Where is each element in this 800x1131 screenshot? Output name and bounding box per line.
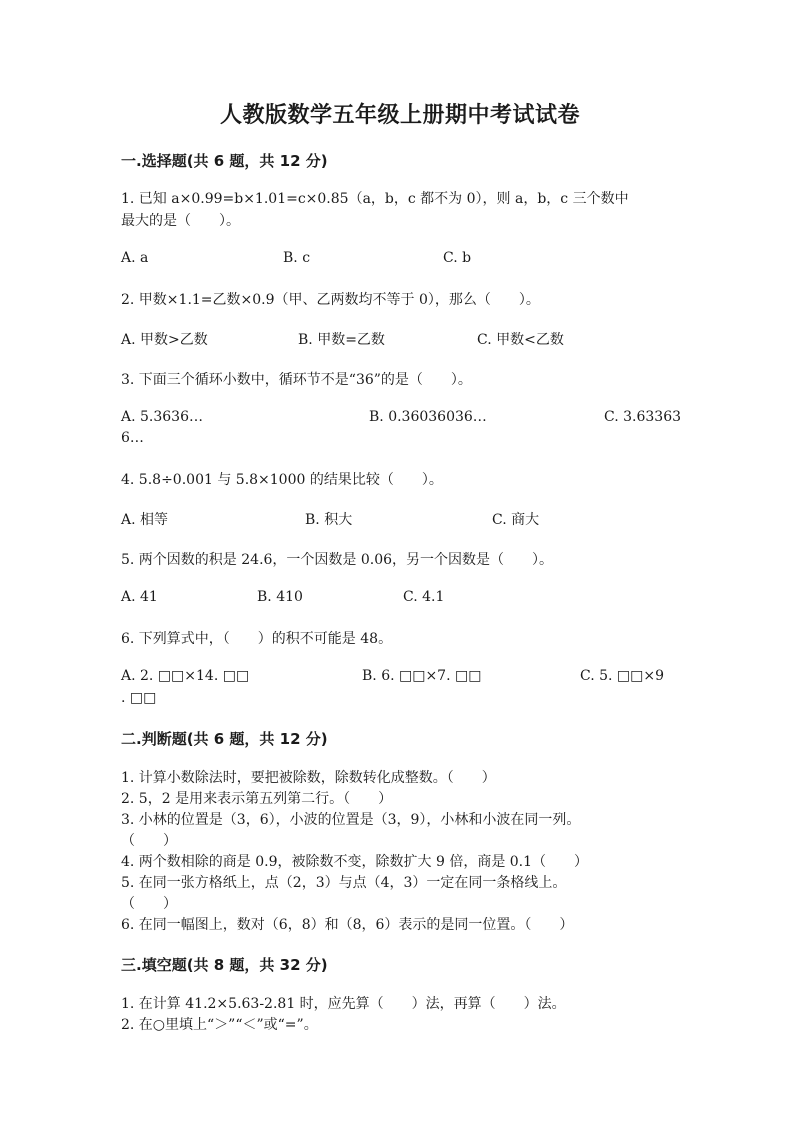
option-a: A. 相等 — [121, 512, 169, 528]
option-b: B. 6. □□×7. □□ — [362, 668, 482, 684]
question-line: 6. 下列算式中，（ ）的积不可能是 48。 — [121, 631, 393, 647]
section-heading-judgment: 二.判断题(共 6 题，共 12 分) — [121, 730, 328, 748]
fill-line: 1. 在计算 41.2×5.63-2.81 时，应先算（ ）法，再算（ ）法。 — [121, 996, 566, 1012]
question-line: 4. 5.8÷0.001 与 5.8×1000 的结果比较（ ）。 — [121, 472, 443, 488]
judgment-line: 6. 在同一幅图上，数对（6，8）和（8，6）表示的是同一位置。（ ） — [121, 917, 574, 933]
judgment-line: （ ） — [121, 833, 177, 849]
section-heading-choice: 一.选择题(共 6 题，共 12 分) — [121, 152, 328, 170]
section-heading-fill: 三.填空题(共 8 题，共 32 分) — [121, 956, 328, 974]
option-c: C. 甲数<乙数 — [477, 332, 564, 348]
judgment-line: 3. 小林的位置是（3，6），小波的位置是（3，9），小林和小波在同一列。 — [121, 812, 581, 828]
option-b: B. 积大 — [305, 512, 353, 528]
judgment-line: 2. 5，2 是用来表示第五列第二行。（ ） — [121, 791, 393, 807]
judgment-line: 5. 在同一张方格纸上，点（2，3）与点（4，3）一定在同一条格线上。 — [121, 875, 567, 891]
option-c: C. 3.63363 — [604, 409, 682, 425]
option-a: A. 5.3636… — [121, 409, 203, 425]
option-b: B. c — [283, 250, 311, 266]
option-c: C. 5. □□×9 — [580, 668, 665, 684]
option-a: A. 甲数>乙数 — [121, 332, 208, 348]
option-b: B. 410 — [257, 589, 303, 605]
option-c-continuation: 6… — [121, 430, 144, 446]
judgment-line: （ ） — [121, 896, 177, 912]
judgment-line: 4. 两个数相除的商是 0.9，被除数不变，除数扩大 9 倍，商是 0.1（ ） — [121, 854, 589, 870]
question-line: 1. 已知 a×0.99=b×1.01=c×0.85（a，b，c 都不为 0），则 a，b，c 三个数中 — [121, 191, 629, 207]
exam-title: 人教版数学五年级上册期中考试试卷 — [219, 103, 580, 128]
option-a: A. 41 — [121, 589, 158, 605]
option-a: A. a — [121, 250, 149, 266]
option-c-continuation: . □□ — [121, 690, 157, 706]
judgment-line: 1. 计算小数除法时，要把被除数，除数转化成整数。（ ） — [121, 770, 496, 786]
question-line: 2. 甲数×1.1=乙数×0.9（甲、乙两数均不等于 0），那么（ ）。 — [121, 292, 540, 308]
question-line: 最大的是（ ）。 — [121, 213, 240, 229]
option-c: C. 4.1 — [403, 589, 445, 605]
question-line: 5. 两个因数的积是 24.6，一个因数是 0.06，另一个因数是（ ）。 — [121, 552, 554, 568]
question-line: 3. 下面三个循环小数中，循环节不是“36”的是（ ）。 — [121, 372, 472, 388]
option-b: B. 甲数=乙数 — [298, 332, 385, 348]
option-b: B. 0.36036036… — [369, 409, 487, 425]
option-c: C. b — [443, 250, 472, 266]
fill-line: 2. 在○里填上“＞”“＜”或“=”。 — [121, 1017, 318, 1033]
option-a: A. 2. □□×14. □□ — [121, 668, 250, 684]
option-c: C. 商大 — [492, 512, 540, 528]
